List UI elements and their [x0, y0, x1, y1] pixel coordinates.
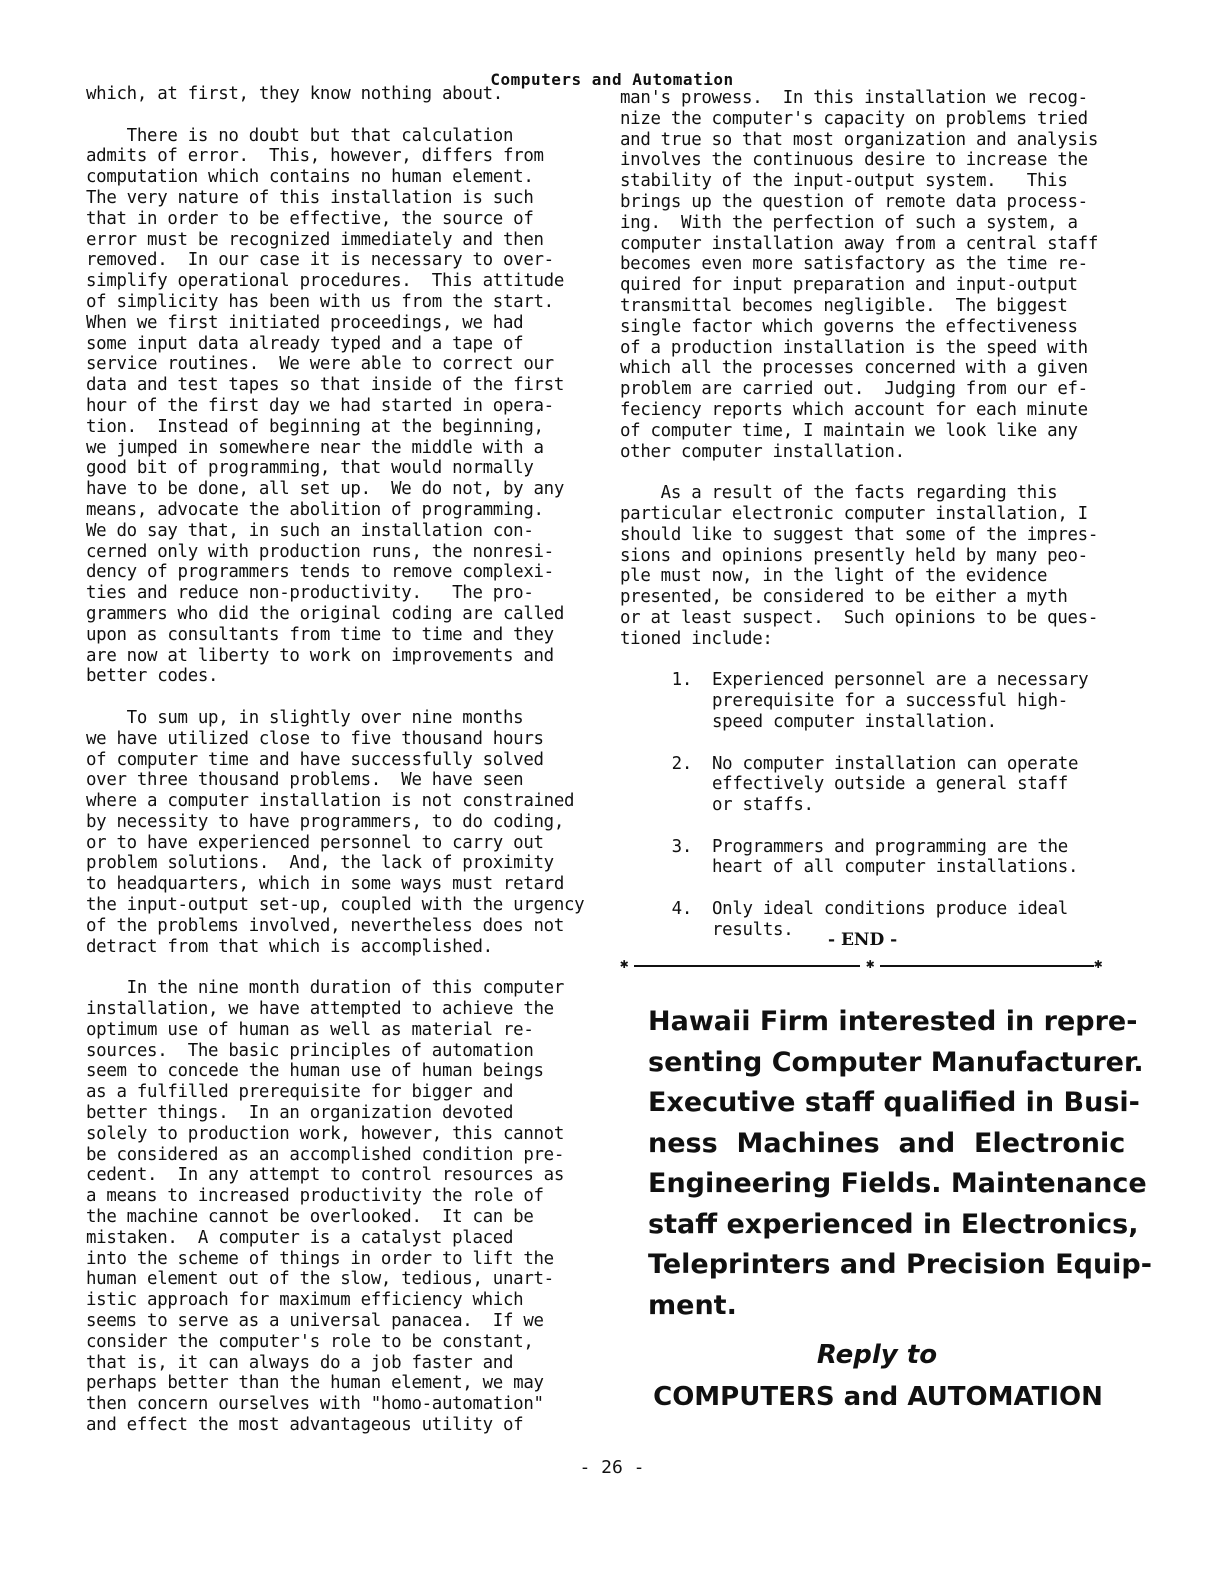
text-line: are now at liberty to work on improvements and [86, 645, 554, 666]
text-line: particular electronic computer installation, I [620, 503, 1088, 524]
asterisk-icon: ✱ [866, 956, 875, 972]
text-line: where a computer installation is not constrained [86, 791, 575, 812]
text-line: tion. Instead of beginning at the beginning, [86, 416, 544, 437]
text-line: seems to serve as a universal panacea. If we [86, 1311, 544, 1332]
divider-line [880, 965, 1094, 967]
item-number: 3. [671, 836, 692, 857]
text-line: transmittal becomes negligible. The biggest [620, 295, 1068, 316]
text-line: by necessity to have programmers, to do coding, [86, 811, 564, 832]
text-line: better things. In an organization devoted [86, 1103, 514, 1124]
paragraph [86, 708, 586, 958]
left-column [86, 84, 586, 1436]
text-line: No computer installation can operate [712, 753, 1079, 774]
item-text [712, 754, 1078, 816]
text-line: means, advocate the abolition of programming. [86, 499, 544, 520]
text-line: ple must now, in the light of the evidence [620, 566, 1048, 587]
text-line: admits of error. This, however, differs from [86, 146, 544, 167]
text-line: presented, be considered to be either a myth [620, 587, 1068, 608]
ad-reply-to: COMPUTERS and AUTOMATION [653, 1382, 1103, 1412]
text-line: detract from that which is accomplished. [86, 936, 493, 957]
text-line: When we first initiated proceedings, we had [86, 312, 524, 333]
text-line: the input-output set-up, coupled with the urgency [86, 895, 585, 916]
text-line: becomes even more satisfactory as the time re- [620, 254, 1088, 275]
text-line: upon as consultants from time to time and they [86, 624, 554, 645]
ad-reply-label: Reply to [816, 1340, 938, 1370]
text-line: a means to increased productivity the role of [86, 1186, 544, 1207]
text-line: The very nature of this installation is such [86, 187, 534, 208]
text-line: involves the continuous desire to increase the [620, 150, 1088, 171]
asterisk-icon: ✱ [620, 956, 629, 972]
text-line: speed computer installation. [712, 711, 997, 732]
text-line: optimum use of human as well as material re- [86, 1019, 534, 1040]
text-line: ties and reduce non-productivity. The pro- [86, 583, 534, 604]
text-line: istic approach for maximum efficiency which [86, 1290, 524, 1311]
text-line: removed. In our case it is necessary to over- [86, 250, 554, 271]
text-line: should like to suggest that some of the impres- [620, 524, 1098, 545]
text-line: to headquarters, which in some ways must retard [86, 874, 564, 895]
text-line: cedent. In any attempt to control resources as [86, 1165, 564, 1186]
text-line: man's prowess. In this installation we recog- [620, 88, 1088, 108]
text-line: then concern ourselves with "homo-automation" [86, 1394, 544, 1415]
item-number: 2. [671, 753, 692, 774]
text-line: consider the computer's role to be constant, [86, 1331, 534, 1352]
text-line: computer installation away from a central staff [620, 233, 1098, 254]
item-text [712, 837, 1078, 879]
text-line: results. [712, 919, 794, 940]
item-number: 4. [671, 899, 692, 920]
text-line: better codes. [86, 666, 219, 687]
text-line: quired for input preparation and input-output [620, 275, 1078, 296]
text-line: or to have experienced personnel to carry out [86, 832, 544, 853]
text-line: or staffs. [712, 795, 814, 816]
text-line: we have utilized close to five thousand hours [86, 728, 544, 749]
text-line: or at least suspect. Such opinions to be ques- [620, 607, 1098, 628]
text-line: brings up the question of remote data process- [620, 191, 1088, 212]
text-line: problem solutions. And, the lack of proximity [86, 853, 554, 874]
paragraph [86, 978, 586, 1436]
text-line: that in order to be effective, the source of [86, 208, 534, 229]
right-column [620, 88, 1120, 941]
text-line: cerned only with production runs, the nonresi- [86, 541, 554, 562]
divider-line [634, 965, 860, 967]
item-number: 1. [671, 670, 692, 691]
text-line: installation, we have attempted to achieve the [86, 999, 554, 1020]
text-line: sources. The basic principles of automation [86, 1040, 534, 1061]
numbered-item [620, 754, 1120, 816]
text-line: nize the computer's capacity on problems tried [620, 108, 1088, 129]
text-line: hour of the first day we had started in opera- [86, 395, 554, 416]
text-line: computation which contains no human element. [86, 167, 534, 188]
text-line: of the problems involved, nevertheless does not [86, 915, 564, 936]
text-line: solely to production work, however, this cannot [86, 1123, 564, 1144]
text-line: and true so that most organization and analysis [620, 129, 1098, 150]
text-line: over three thousand problems. We have seen [86, 770, 524, 791]
text-line: perhaps better than the human element, we may [86, 1373, 544, 1394]
text-line: as a fulfilled prerequisite for bigger and [86, 1082, 514, 1103]
text-line: other computer installation. [620, 441, 905, 462]
text-line: In the nine month duration of this computer [86, 978, 564, 999]
text-line: effectively outside a general staff [712, 774, 1068, 795]
text-line: To sum up, in slightly over nine months [86, 707, 524, 728]
numbered-item [620, 837, 1120, 879]
text-line: ing. With the perfection of such a system, a [620, 212, 1078, 233]
text-line: the machine cannot be overlooked. It can be [86, 1207, 534, 1228]
text-line: prerequisite for a successful high- [712, 691, 1068, 712]
text-line: feciency reports which account for each minute [620, 399, 1088, 420]
paragraph [86, 126, 586, 688]
text-line: grammers who did the original coding are called [86, 603, 564, 624]
numbered-item [620, 670, 1120, 732]
text-line: of computer time and have successfully solved [86, 749, 544, 770]
text-line: error must be recognized immediately and then [86, 229, 544, 250]
text-line: tioned include: [620, 628, 773, 649]
text-line: As a result of the facts regarding this [620, 483, 1058, 504]
section-divider [620, 956, 1104, 972]
text-line: heart of all computer installations. [712, 857, 1079, 878]
text-line: human element out of the slow, tedious, unart- [86, 1269, 554, 1290]
text-line: simplify operational procedures. This attitude [86, 271, 564, 292]
page-number: - 26 - [579, 1457, 645, 1478]
text-line: stability of the input-output system. This [620, 171, 1068, 192]
text-line: of simplicity has been with us from the start. [86, 291, 554, 312]
text-line: Programmers and programming are the [712, 836, 1068, 857]
text-line: Only ideal conditions produce ideal [712, 899, 1068, 920]
text-line: mistaken. A computer is a catalyst placed [86, 1227, 514, 1248]
running-header: Computers and Automation [490, 70, 734, 89]
end-mark: - END - [828, 930, 898, 950]
text-line: dency of programmers tends to remove complexi- [86, 562, 554, 583]
paragraph [620, 483, 1120, 649]
text-line: have to be done, all set up. We do not, by any [86, 479, 564, 500]
text-line: sions and opinions presently held by many peo- [620, 545, 1088, 566]
text-line: be considered as an accomplished condition pre- [86, 1144, 564, 1165]
advertisement-text: Hawaii Firm interested in repre- senting Computer Manufacturer. Executive staff qualified in Busi- ness Machines and Electronic Engineering Fields. Maintenance staff experienced in Electronics, Teleprinters and Precision Equip- ment. [648, 1006, 1152, 1321]
text-line: good bit of programming, that would normally [86, 458, 534, 479]
text-line: of computer time, I maintain we look like any [620, 420, 1078, 441]
text-line: into the scheme of things in order to lift the [86, 1248, 554, 1269]
asterisk-icon: ✱ [1094, 956, 1103, 972]
text-line: There is no doubt but that calculation [86, 125, 514, 146]
paragraph [620, 88, 1120, 462]
text-line: which, at first, they know nothing about. [86, 84, 503, 104]
text-line: Experienced personnel are a necessary [712, 670, 1089, 691]
text-line: we jumped in somewhere near the middle with a [86, 437, 544, 458]
text-line: that is, it can always do a job faster and [86, 1352, 514, 1373]
text-line: single factor which governs the effectiveness [620, 316, 1078, 337]
text-line: service routines. We were able to correct our [86, 354, 554, 375]
text-line: of a production installation is the speed with [620, 337, 1088, 358]
text-line: problem are carried out. Judging from our ef- [620, 379, 1088, 400]
text-line: We do say that, in such an installation con- [86, 520, 534, 541]
text-line: some input data already typed and a tape of [86, 333, 524, 354]
text-line: which all the processes concerned with a given [620, 358, 1088, 379]
text-line: and effect the most advantageous utility of [86, 1415, 524, 1435]
paragraph [86, 84, 586, 105]
text-line: data and test tapes so that inside of the first [86, 375, 564, 396]
text-line: seem to concede the human use of human beings [86, 1061, 544, 1082]
item-text [712, 670, 1088, 732]
